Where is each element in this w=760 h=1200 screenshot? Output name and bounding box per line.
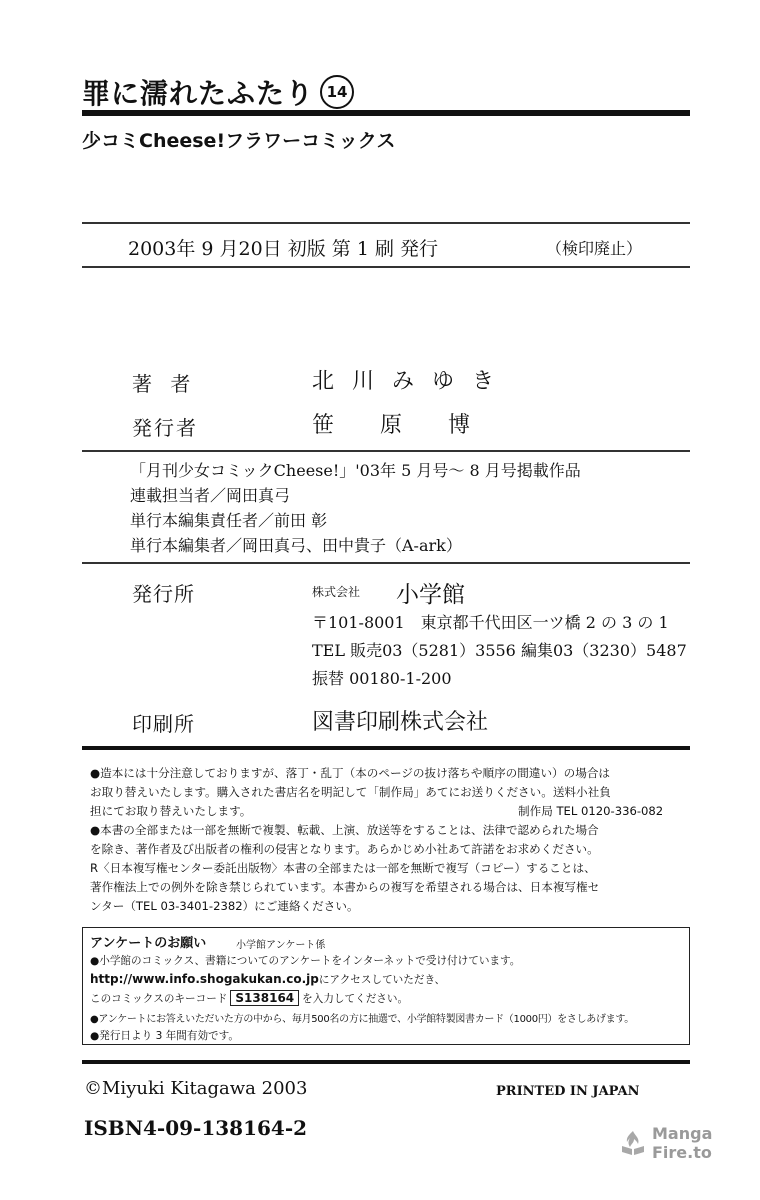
watermark	[620, 1124, 712, 1162]
divider	[82, 562, 690, 564]
title-text: 罪に濡れたふたり	[82, 77, 315, 110]
author-label: 著 者	[132, 372, 197, 396]
survey-code: S138164	[230, 990, 299, 1006]
notice-line: ンター（TEL 03-3401-2382）にご連絡ください。	[90, 899, 359, 913]
publisher-name: 笹原博	[312, 413, 517, 438]
company-address: 〒101-8001 東京都千代田区一ツ橋 2 の 3 の 1	[312, 613, 669, 632]
notice-rule	[82, 746, 690, 750]
divider	[82, 222, 690, 224]
notice-line: お取り替えいたします。購入された書店名を明記して「制作局」あてにお送りください。送料小社負	[90, 785, 611, 799]
survey-line: ●発行日より 3 年間有効です。	[90, 1030, 239, 1042]
printer-label: 印刷所	[132, 712, 195, 736]
survey-line: ●小学館のコミックス、書籍についてのアンケートをインターネットで受け付けています。	[90, 955, 521, 967]
series-label: 少コミCheese!フラワーコミックス	[82, 130, 396, 152]
survey-code-line	[90, 990, 408, 1006]
survey-dept: 小学館アンケート係	[236, 940, 326, 951]
volume-number: 14	[320, 75, 354, 109]
company-transfer: 振替 00180-1-200	[312, 669, 452, 688]
divider	[82, 266, 690, 268]
credit-line: 単行本編集責任者／前田 彰	[130, 511, 328, 530]
company-tel: TEL 販売03（5281）3556 編集03（3230）5487	[312, 641, 687, 660]
survey-code-prefix: このコミックスのキーコード	[90, 993, 228, 1005]
survey-line: ●アンケートにお答えいただいた方の中から、毎月500名の方に抽選で、小学館特製図書カード（1000円）をさしあげます。	[90, 1014, 634, 1025]
header-rule	[82, 110, 690, 116]
survey-url-line	[90, 972, 445, 987]
credit-line: 「月刊少女コミックCheese!」'03年 5 月号～ 8 月号掲載作品	[130, 461, 581, 480]
publication-date: 2003年 9 月20日 初版 第 1 刷 発行	[128, 238, 438, 260]
flame-book-icon	[620, 1130, 646, 1156]
production-tel: 制作局 TEL 0120-336-082	[518, 804, 664, 818]
footer-rule	[82, 1060, 690, 1064]
author-name: 北川みゆき	[312, 369, 513, 394]
watermark-line1: Manga	[652, 1124, 713, 1143]
seal-note: （検印廃止）	[546, 239, 643, 258]
credit-line: 単行本編集者／岡田真弓、田中貴子（A-ark）	[130, 536, 462, 555]
notice-line: R〈日本複写権センター委託出版物〉本書の全部または一部を無断で複写（コピー）することは、	[90, 861, 596, 875]
survey-url[interactable]: http://www.info.shogakukan.co.jp	[90, 972, 319, 986]
survey-code-suffix: を入力してください。	[302, 993, 409, 1005]
copyright: ©Miyuki Kitagawa 2003	[84, 1078, 308, 1099]
survey-url-suffix: にアクセスしていただき、	[318, 974, 446, 986]
notice-line: ●本書の全部または一部を無断で複製、転載、上演、放送等をすることは、法律で認められた場合	[90, 823, 599, 837]
notice-line: 担にてお取り替えいたします。	[90, 804, 252, 818]
notice-line: を除き、著作者及び出版者の権利の侵害となります。あらかじめ小社あて許諾をお求めください。	[90, 842, 599, 856]
survey-heading: アンケートのお願い	[90, 936, 207, 951]
isbn: ISBN4-09-138164-2	[84, 1116, 308, 1140]
company-prefix: 株式会社	[312, 585, 361, 599]
notice-line: 著作権法上での例外を除き禁じられています。本書からの複写を希望される場合は、日本複写権セ	[90, 880, 600, 894]
company-name: 小学館	[396, 582, 465, 608]
watermark-line2: Fire.to	[652, 1143, 712, 1162]
printed-in: PRINTED IN JAPAN	[496, 1084, 640, 1099]
credit-line: 連載担当者／岡田真弓	[130, 486, 291, 505]
printer-name: 図書印刷株式会社	[312, 710, 489, 735]
office-label: 発行所	[132, 582, 195, 606]
book-title	[82, 72, 354, 112]
notice-line: ●造本には十分注意しておりますが、落丁・乱丁（本のページの抜け落ちや順序の間違い）の場合は	[90, 766, 611, 780]
publisher-label: 発行者	[132, 416, 198, 440]
divider	[82, 450, 690, 452]
